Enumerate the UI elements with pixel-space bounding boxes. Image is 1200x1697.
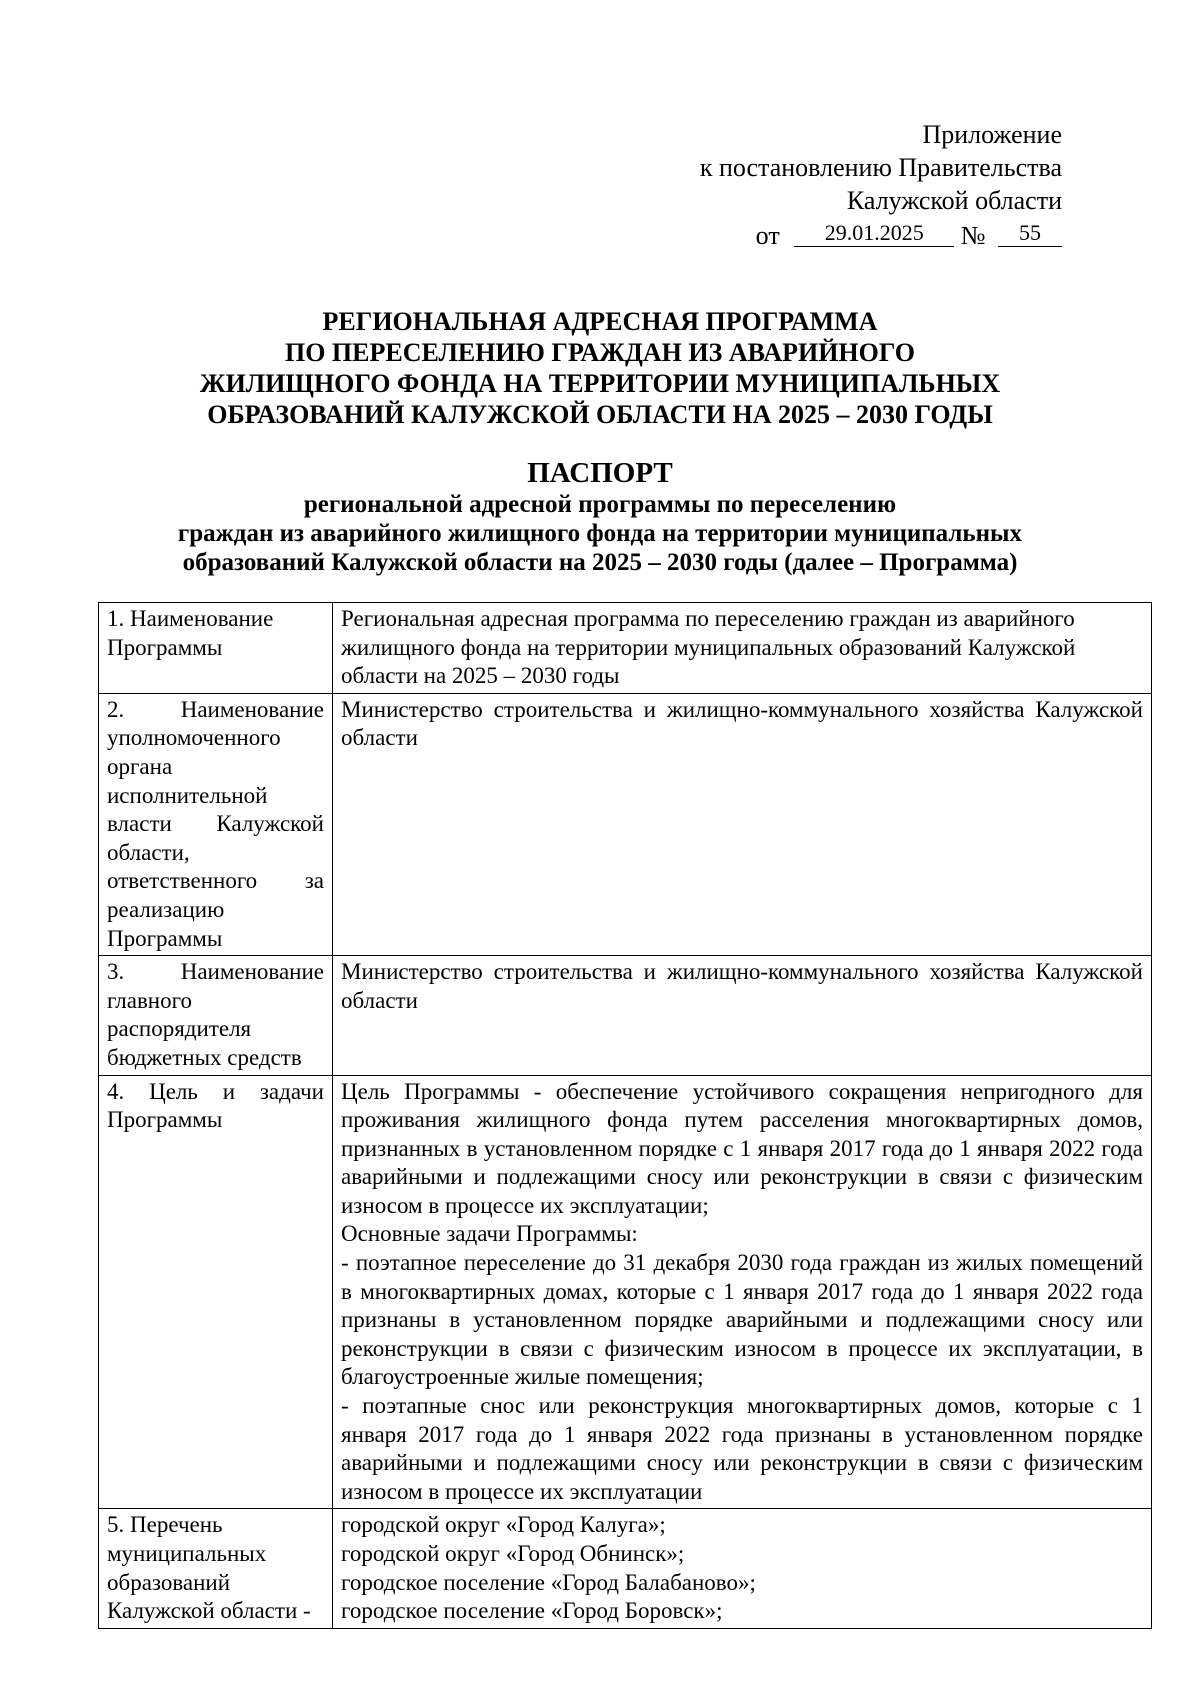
row-label: 5. Перечень муниципальных образований Калужской области - (99, 1509, 333, 1628)
task-item: - поэтапные снос или реконструкция многоквартирных домов, которые с 1 января 2017 года до 1 января 2022 года признаны в установленном порядке аварийными и подлежащими сносу или реконструкции в связи с физическим износом в процессе их эксплуатации (341, 1393, 1143, 1504)
passport-table (98, 602, 1152, 1629)
document-title (100, 306, 1100, 430)
title-line: ПО ПЕРЕСЕЛЕНИЮ ГРАЖДАН ИЗ АВАРИЙНОГО (284, 338, 916, 367)
resolution-number: 55 (998, 220, 1062, 247)
passport-subtitle-line: граждан из аварийного жилищного фонда на территории муниципальных (177, 520, 1023, 547)
row-label: 4. Цель и задачи Программы (99, 1075, 333, 1509)
number-label: № (960, 221, 986, 250)
row-label: 2. Наименование уполномоченного органа исполнительной власти Калужской области, ответственного за реализацию Программы (99, 693, 333, 955)
passport-subtitle-line: региональной адресной программы по переселению (303, 491, 897, 518)
row-value: Министерство строительства и жилищно-коммунального хозяйства Калужской области (333, 693, 1152, 955)
appendix-region: Калужской области (846, 186, 1062, 215)
row-value: Министерство строительства и жилищно-коммунального хозяйства Калужской области (333, 956, 1152, 1075)
row-value (333, 1075, 1152, 1509)
appendix-block (700, 118, 1062, 252)
municipality-item: городское поселение «Город Боровск»; (341, 1598, 723, 1624)
program-goal: Цель Программы - обеспечение устойчивого сокращения непригодного для проживания жилищного фонда путем расселения многоквартирных домов, признанных в установленном порядке с 1 января 2017 года до 1 января 2022 года аварийными и подлежащими сносу или реконструкции в связи с физическим износом в процессе их эксплуатации; (341, 1078, 1143, 1218)
title-line: РЕГИОНАЛЬНАЯ АДРЕСНАЯ ПРОГРАММА (322, 307, 878, 336)
municipality-item: городской округ «Город Калуга»; (341, 1512, 666, 1538)
row-label: 1. Наименование Программы (99, 603, 333, 694)
table-row (99, 693, 1152, 955)
row-value: Региональная адресная программа по переселению граждан из аварийного жилищного фонда на территории муниципальных образований Калужской области на 2025 – 2030 годы (333, 603, 1152, 694)
row-label: 3. Наименование главного распорядителя бюджетных средств (99, 956, 333, 1075)
passport-heading (100, 456, 1100, 577)
table-row (99, 956, 1152, 1075)
title-line: ОБРАЗОВАНИЙ КАЛУЖСКОЙ ОБЛАСТИ НА 2025 – 2030 ГОДЫ (207, 400, 993, 429)
table-row (99, 1509, 1152, 1628)
task-item: - поэтапное переселение до 31 декабря 2030 года граждан из жилых помещений в многоквартирных домах, которые с 1 января 2017 года до 1 января 2022 года признаны в установленном порядке аварийными и подлежащими сносу или реконструкции в связи с физическим износом в процессе их эксплуатации, в благоустроенные жилые помещения; (341, 1250, 1143, 1390)
table-row (99, 1075, 1152, 1509)
appendix-date-line (700, 219, 1062, 252)
tasks-heading: Основные задачи Программы: (341, 1221, 638, 1247)
appendix-reference: к постановлению Правительства (699, 153, 1062, 182)
title-line: ЖИЛИЩНОГО ФОНДА НА ТЕРРИТОРИИ МУНИЦИПАЛЬНЫХ (199, 369, 1001, 398)
resolution-date: 29.01.2025 (794, 220, 954, 247)
passport-subtitle-line: образований Калужской области на 2025 – 2030 годы (далее – Программа) (182, 549, 1018, 576)
from-label: от (755, 221, 780, 250)
municipality-item: городской округ «Город Обнинск»; (341, 1541, 685, 1566)
passport-title: ПАСПОРТ (527, 457, 673, 489)
municipality-item: городское поселение «Город Балабаново»; (341, 1569, 756, 1595)
table-row (99, 603, 1152, 694)
row-value (333, 1509, 1152, 1628)
appendix-title: Приложение (922, 120, 1062, 149)
